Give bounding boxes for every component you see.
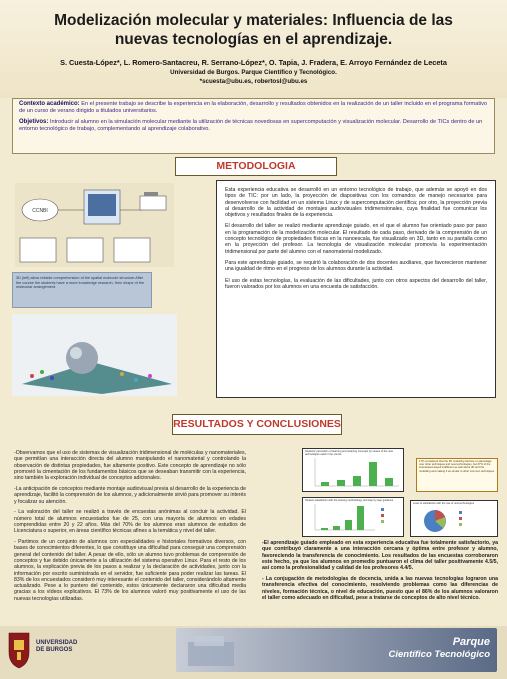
chart-technologies bbox=[410, 500, 498, 537]
context-box bbox=[12, 98, 495, 154]
brand-line-1: Parque bbox=[452, 636, 490, 648]
title-line-1: Modelización molecular y materiales: Influencia de las bbox=[54, 12, 453, 29]
chart-satisfaction bbox=[302, 497, 404, 537]
authors: S. Cuesta-López*, L. Romero-Santacreu, R. Serrano-López*, O. Tapia, J. Fradera, E. Arroyo Fernández de Leceta bbox=[60, 58, 447, 67]
diagram-label: CCNBI bbox=[32, 208, 48, 214]
building-graphic bbox=[184, 632, 238, 670]
chart1-svg bbox=[305, 456, 401, 488]
title-line-2: nuevas tecnologías en el aprendizaje. bbox=[114, 31, 393, 48]
context-label: Contexto académico: bbox=[19, 101, 80, 107]
resultados-paragraph: - Partimos de un conjunto de alumnos con especialidades e historiales formativos diversos, con bases de conocimientos diferentes, lo que constituye una dificultad para conseguir una comprensión general del contenido del taller. A pesar de ello, sólo un alumno tuvo problemas de comprensión de conceptos y fue debido únicamente a la utilización del sistema operativo Linux. Para el resto de los alumnos, la explicación previa de los pasos a realizar y la declaración de actividades, junto con la información por escrito suministrada en el servidor, fue suficiente para poder realizar las tareas. El 83% de los encuestados consideró muy interesante el contenido del taller, considerándolo altamente actualizado. Pese a lo puntero del contenido, estos únicamente declararon una dificultad media gracias a los vídeos explicativos. El 73% de los alumnos valoró muy positivamente el uso de las nuevas tecnologías utilizadas. bbox=[14, 539, 246, 602]
chart2-svg bbox=[305, 502, 401, 532]
metodologia-paragraph: Para este aprendizaje guiado, se requirió la colaboración de dos docentes auxiliares, que favorecieron mantener una igualdad de ritmo en el progreso de los alumnos durante la actividad. bbox=[225, 259, 487, 273]
objectives-label: Objetivos: bbox=[19, 119, 49, 126]
resultados-paragraph: - La valoración del taller se realizó a través de encuestas anónimas al concluir la actividad. El número total de alumnos encuestados fue de 25, con una mayoría de alumnos en edades comprendidas entre 20 y 22 años. Más del 70% de los alumnos eran alumnos de estudios de Licenciatura o superior, en áreas científico técnicas afines a la temática y nivel del taller. bbox=[14, 509, 246, 535]
chart3-svg bbox=[413, 505, 495, 533]
resultados-left-text bbox=[14, 450, 246, 607]
brand-line-2: Científico Tecnológico bbox=[388, 649, 490, 660]
metodologia-paragraph: El uso de estas tecnologías, la evaluación de las dificultades, junto con otros aspectos del desarrollo del taller, fueron valorados por los alumnos en una encuesta de satisfacción. bbox=[225, 277, 487, 290]
resultados-paragraph: - La conjugación de metodologías de docencia, unida a las nuevas tecnologías lograron una transferencia efectiva del conocimiento, resolviendo problemas como las diferencias de niveles, formación técnica, o nivel de educación, puesto que el 86% de los alumnos valoraron el taller como adecuado en dificultad, pese a tratarse de conceptos de alto nivel técnico. bbox=[262, 575, 498, 601]
image-caption: 3D (left) allow reliable comprehension of the spatial molecule structure.After the course the students have a more knowledge research, then shape of the molecular arrangement. bbox=[12, 272, 152, 308]
metodologia-paragraph: Esta experiencia educativa se desarrolló en un entorno tecnológico de trabajo, que además se apoyó en dos tipos de TIC: por un lado, la proyección de diapositivas con los comandos de manejo necesarios para desenvolverse con facilidad en un sistema Linux y de supercomputación científica; por otro, la proyección previa al desarrollo de la actividad de montajes audiovisuales tridimensionales, cuya finalidad fue comunicar los objetivos y resultados finales de la experiencia. bbox=[225, 187, 487, 219]
chart1-title: Students' perception of learning and retaining concepts by means of the new technologies used in the course bbox=[305, 450, 393, 456]
resultados-right-text bbox=[262, 540, 498, 606]
chart3-title: Level of satisfaction with the use of new technologies bbox=[413, 502, 474, 505]
brand-graphic bbox=[184, 632, 238, 670]
email: *scuesta@ubu.es, robertosl@ubu.es bbox=[199, 78, 308, 85]
chart-learning bbox=[302, 448, 404, 492]
objectives-text: Introducir al alumno en la simulación molecular mediante la utilización de técnicas novedosas en supercomputación y visualización molecular. Desarrollo de TICs dentro de un entorno tecnológico de trabajo, complementando al aprendizaje colaborativo. bbox=[19, 119, 483, 132]
molecular-render-svg bbox=[12, 314, 177, 396]
university-line-2: DE BURGOS bbox=[36, 647, 73, 653]
resultados-paragraph: -La anticipación de conceptos mediante montaje audiovisual previa al desarrollo de la experiencia de aprendizaje, facilitó la comprensión de los alumnos, y adicionalmente sirvió para promover su interés y focalizar su atención. bbox=[14, 485, 246, 505]
metodologia-paragraph: El desarrollo del taller se realizó mediante aprendizaje guiado, en el que el alumno fue orientado paso por paso en la programación de la modelización molecular. El resultado de cada paso, derivado de la comprensión de un concepto tecnológico de propiedades físicas en la nanoescala, fue visualizado en 3D, tanto en su pantalla como en la proyección del profesor. La tecnología de visualización molecular promovía la experimentación tridimensional por parte del alumno con el nanomaterial modelizado. bbox=[225, 223, 487, 255]
university-logo bbox=[6, 630, 32, 670]
brand-text bbox=[300, 636, 490, 661]
university-shield-icon bbox=[6, 630, 32, 670]
university-line-1: UNIVERSIDAD bbox=[36, 640, 78, 646]
chart2-title: Student satisfaction with the tutoring methodology and step by step guidance bbox=[305, 499, 394, 502]
poster-title bbox=[10, 11, 497, 49]
affiliation: Universidad de Burgos. Parque Científico y Tecnológico. bbox=[170, 69, 337, 76]
workflow-diagram bbox=[12, 180, 177, 270]
resultados-paragraph: -El aprendizaje guiado empleado en esta experiencia educativa fue totalmente satisfactorio, ya que contribuyó claramente a una interacción cercana y óptima entre profesor y alumno, favoreciendo la transferencia de conocimiento. Los resultados de las encuestas corroboraron este hecho, ya que los alumnos en promedio puntuaron el clima del taller positivamente 4.5/5, así como la profesionalidad y calidad de los profesores 4.4/5. bbox=[262, 540, 498, 572]
metodologia-heading: METODOLOGIA bbox=[175, 157, 337, 176]
resultados-heading: RESULTADOS Y CONCLUSIONES bbox=[172, 414, 342, 435]
university-name bbox=[36, 640, 106, 654]
chart-note: 17% considered that the 3D modelling had few on advantage over other techniques and new technologies, but 67% of the interviewed stayed indifferent as well about 3D and the modelling and making it as similar to other common techniques. bbox=[416, 458, 498, 492]
resultados-paragraph: -Observamos que el uso de sistemas de visualización tridimensional de moléculas y nanomateriales, que permitían una interacción directa del alumno manipulando el nanomaterial y controlando la observación de distintas propiedades, fue altamente positivo. Este concepto de aprendizaje no sólo promovió la cimentación de los fundamentos básicos que se deseaban transmitir con la experiencia, sino también la exploración individual de conceptos adicionales. bbox=[14, 450, 246, 482]
workflow-diagram-svg bbox=[12, 180, 177, 270]
molecular-render bbox=[12, 314, 177, 396]
metodologia-text-box bbox=[216, 180, 496, 398]
context-text: En el presente trabajo se describe la experiencia en la elaboración, desarrollo y resultados obtenidos en la realización de un taller incluido en el programa formativo de un curso de verano dirigido a titulados universitarios. bbox=[19, 101, 488, 114]
